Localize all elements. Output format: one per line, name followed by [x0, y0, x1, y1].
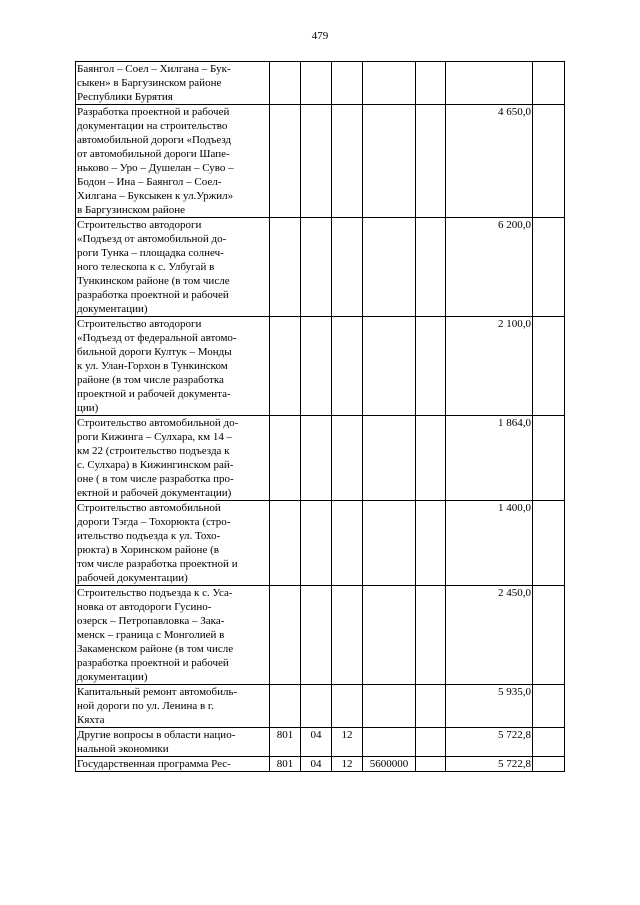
item-name-cell: Разработка проектной и рабочей документации на строительство автомобильной дороги «Подъезд от автомобильной дороги Шапе- ньково – Уро – Душелан – Суво – Бодон – Ина – Баянгол – Соел- Хилгана – Буксыкен к ул.Уржил» в Баргузинском районе [76, 105, 270, 218]
expense-type-cell [416, 728, 446, 757]
subsection-code-cell [332, 218, 363, 317]
section-code-cell [301, 317, 332, 416]
subsection-code-cell: 12 [332, 757, 363, 772]
item-name-cell: Строительство автомобильной дороги Тэгда – Тохорюкта (стро- ительство подъезда к ул. Тохо- рюкта) в Хоринском районе (в том числе разработка проектной и рабочей документации) [76, 501, 270, 586]
section-code-cell: 04 [301, 757, 332, 772]
expense-type-cell [416, 62, 446, 105]
item-name-cell: Другие вопросы в области нацио- нальной экономики [76, 728, 270, 757]
item-name-cell: Строительство подъезда к с. Уса- новка от автодороги Гусино- озерск – Петропавловка – Зака- менск – граница с Монголией в Закаменском районе (в том числе разработка проектной и рабочей документации) [76, 586, 270, 685]
expense-type-cell [416, 317, 446, 416]
target-article-cell [363, 317, 416, 416]
extra-cell [533, 416, 565, 501]
table-row [76, 218, 565, 317]
table-row [76, 728, 565, 757]
subsection-code-cell: 12 [332, 728, 363, 757]
expense-type-cell [416, 501, 446, 586]
section-code-cell [301, 62, 332, 105]
section-code-cell [301, 685, 332, 728]
section-code-cell [301, 218, 332, 317]
target-article-cell [363, 501, 416, 586]
admin-code-cell [270, 586, 301, 685]
extra-cell [533, 62, 565, 105]
section-code-cell [301, 501, 332, 586]
amount-cell: 1 400,0 [446, 501, 533, 586]
target-article-cell [363, 105, 416, 218]
table-row [76, 105, 565, 218]
subsection-code-cell [332, 501, 363, 586]
extra-cell [533, 685, 565, 728]
extra-cell [533, 218, 565, 317]
amount-cell: 5 935,0 [446, 685, 533, 728]
expense-type-cell [416, 757, 446, 772]
table-row [76, 757, 565, 772]
amount-cell: 4 650,0 [446, 105, 533, 218]
admin-code-cell [270, 501, 301, 586]
subsection-code-cell [332, 685, 363, 728]
page-number: 479 [311, 30, 329, 42]
budget-table-body [76, 62, 565, 772]
amount-cell [446, 62, 533, 105]
admin-code-cell [270, 62, 301, 105]
target-article-cell [363, 586, 416, 685]
admin-code-cell: 801 [270, 757, 301, 772]
amount-cell: 5 722,8 [446, 728, 533, 757]
expense-type-cell [416, 685, 446, 728]
admin-code-cell [270, 105, 301, 218]
item-name-cell: Капитальный ремонт автомобиль- ной дороги по ул. Ленина в г. Кяхта [76, 685, 270, 728]
subsection-code-cell [332, 317, 363, 416]
extra-cell [533, 501, 565, 586]
table-row [76, 501, 565, 586]
expense-type-cell [416, 105, 446, 218]
target-article-cell [363, 728, 416, 757]
item-name-cell: Баянгол – Соел – Хилгана – Бук- сыкен» в Баргузинском районе Республики Бурятия [76, 62, 270, 105]
section-code-cell [301, 105, 332, 218]
extra-cell [533, 757, 565, 772]
admin-code-cell [270, 317, 301, 416]
item-name-cell: Строительство автодороги «Подъезд от федеральной автомо- бильной дороги Култук – Монды к ул. Улан-Горхон в Тункинском районе (в том числе разработка проектной и рабочей документа- ции) [76, 317, 270, 416]
section-code-cell: 04 [301, 728, 332, 757]
item-name-cell: Строительство автодороги «Подъезд от автомобильной до- роги Тунка – площадка солнеч- ного телескопа к с. Улбугай в Тункинском районе (в том числе разработка проектной и рабочей документации) [76, 218, 270, 317]
extra-cell [533, 586, 565, 685]
target-article-cell [363, 416, 416, 501]
extra-cell [533, 317, 565, 416]
subsection-code-cell [332, 62, 363, 105]
subsection-code-cell [332, 105, 363, 218]
target-article-cell [363, 685, 416, 728]
subsection-code-cell [332, 586, 363, 685]
subsection-code-cell [332, 416, 363, 501]
item-name-cell: Строительство автомобильной до- роги Кижинга – Сулхара, км 14 – км 22 (строительство подъезда к с. Сулхара) в Кижингинском рай- оне ( в том числе разработка про- ектной и рабочей документации) [76, 416, 270, 501]
table-row [76, 416, 565, 501]
table-row [76, 685, 565, 728]
amount-cell: 6 200,0 [446, 218, 533, 317]
admin-code-cell [270, 685, 301, 728]
extra-cell [533, 105, 565, 218]
section-code-cell [301, 586, 332, 685]
target-article-cell: 5600000 [363, 757, 416, 772]
table-row [76, 62, 565, 105]
extra-cell [533, 728, 565, 757]
admin-code-cell [270, 218, 301, 317]
amount-cell: 1 864,0 [446, 416, 533, 501]
budget-table [75, 61, 565, 772]
expense-type-cell [416, 218, 446, 317]
amount-cell: 2 450,0 [446, 586, 533, 685]
target-article-cell [363, 218, 416, 317]
expense-type-cell [416, 586, 446, 685]
table-row [76, 586, 565, 685]
admin-code-cell: 801 [270, 728, 301, 757]
admin-code-cell [270, 416, 301, 501]
amount-cell: 2 100,0 [446, 317, 533, 416]
section-code-cell [301, 416, 332, 501]
table-row [76, 317, 565, 416]
item-name-cell: Государственная программа Рес- [76, 757, 270, 772]
amount-cell: 5 722,8 [446, 757, 533, 772]
target-article-cell [363, 62, 416, 105]
expense-type-cell [416, 416, 446, 501]
